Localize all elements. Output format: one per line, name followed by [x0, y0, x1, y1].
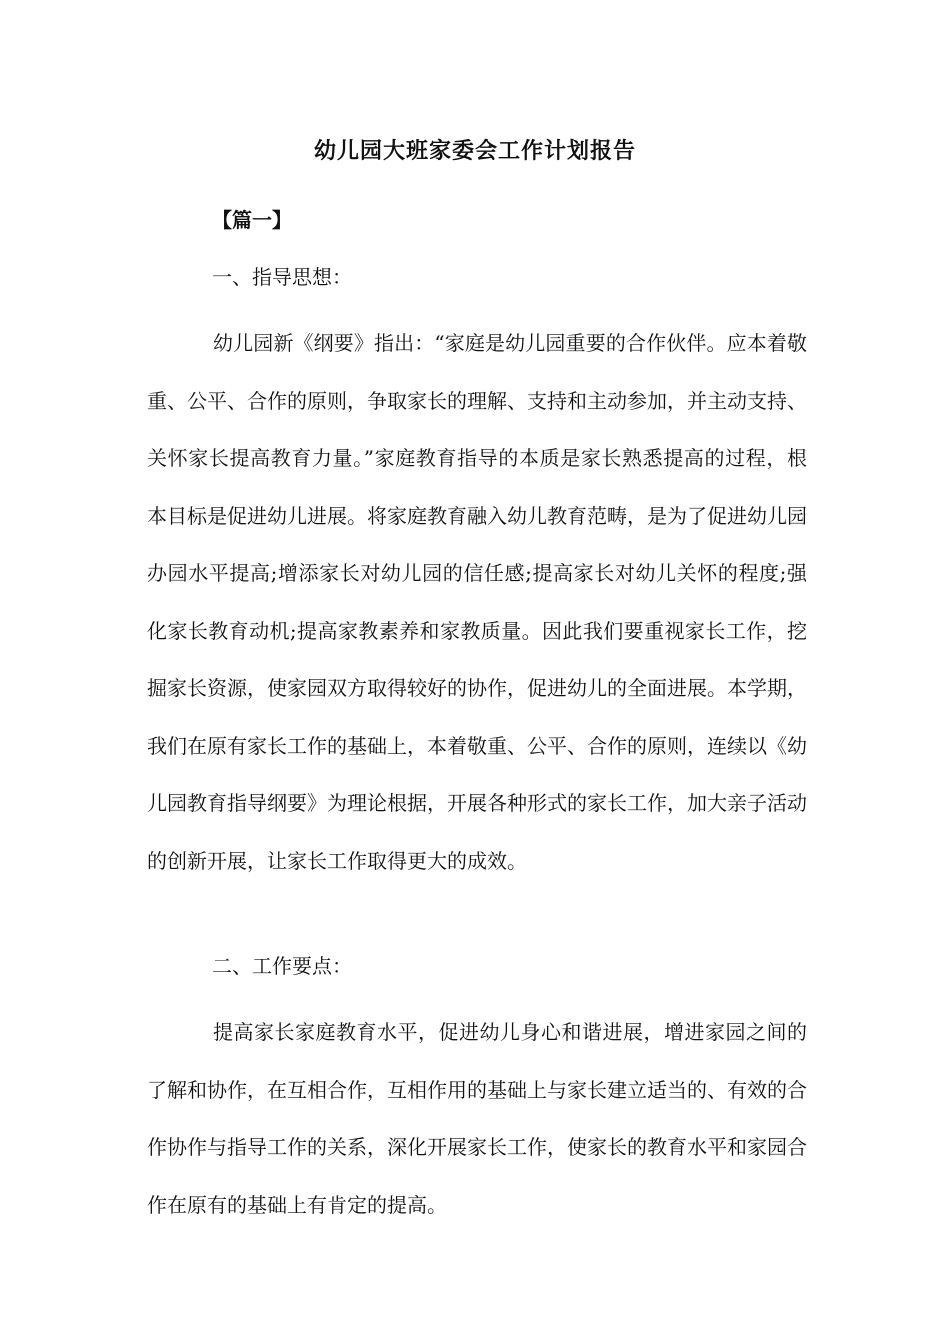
paragraph-guiding-principle: 幼儿园新《纲要》指出：“家庭是幼儿园重要的合作伙伴。应本着敬重、公平、合作的原则，争取家长的理解、支持和主动参加，并主动支持、关怀家长提高教育力量。”家庭教育指导的本质是家长熟悉提高的过程，根本目标是促进幼儿进展。将家庭教育融入幼儿教育范畴，是为了促进幼儿园办园水平提高;增添家长对幼儿园的信任感;提高家长对幼儿关怀的程度;强化家长教育动机;提高家教素养和家教质量。因此我们要重视家长工作，挖掘家长资源，使家园双方取得较好的协作，促进幼儿的全面进展。本学期，我们在原有家长工作的基础上，本着敬重、公平、合作的原则，连续以《幼儿园教育指导纲要》为理论根据，开展各种形式的家长工作，加大亲子活动的创新开展，让家长工作取得更大的成效。: [147, 331, 807, 873]
paragraph-work-points: 提高家长家庭教育水平，促进幼儿身心和谐进展，增进家园之间的了解和协作，在互相合作，互相作用的基础上与家长建立适当的、有效的合作协作与指导工作的关系，深化开展家长工作，使家长的教育水平和家园合作在原有的基础上有肯定的提高。: [147, 1020, 807, 1217]
section-label: 【篇一】: [212, 208, 292, 232]
document-title: 幼儿园大班家委会工作计划报告: [313, 138, 636, 164]
heading-work-points: 二、工作要点：: [212, 954, 352, 978]
heading-guiding-principle: 一、指导思想：: [212, 265, 352, 289]
